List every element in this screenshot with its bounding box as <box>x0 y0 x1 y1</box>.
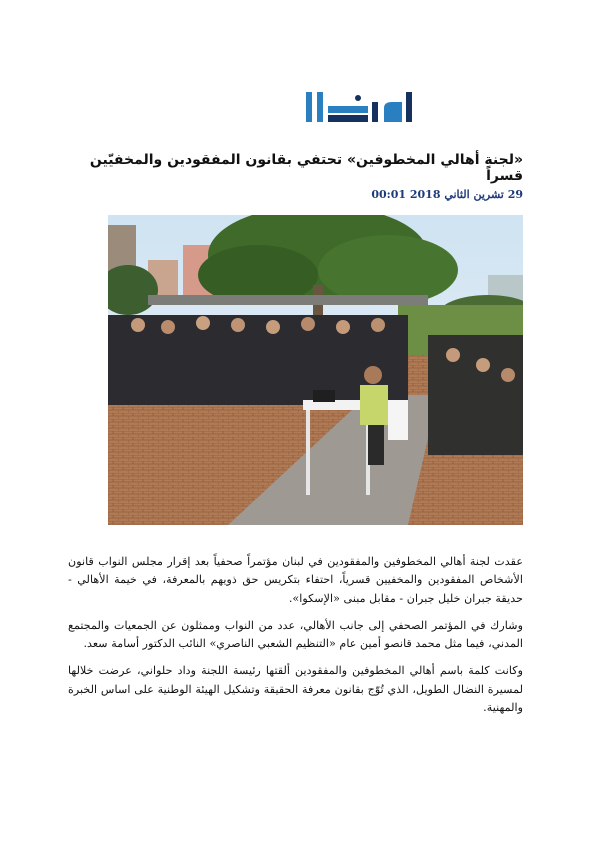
article-paragraph-1: عقدت لجنة أهالي المخطوفين والمفقودين في لبنان مؤتمراً صحفياً بعد إقرار مجلس النواب قانون الأشخاص المفقودين والمخفيين قسرياً، احتفاء بتكريس حق ذويهم بالمعرفة، في خيمة الأهالي - حديقة جبران خليل جبران - مقابل مبنى «الإسكوا». <box>68 555 523 605</box>
al-liwaa-logo <box>300 88 418 130</box>
article-body <box>68 553 523 726</box>
article-photo <box>108 215 523 525</box>
article-paragraph-2: وشارك في المؤتمر الصحفي إلى جانب الأهالي، عدد من النواب وممثلون عن الجمعيات والمجتمع المدني، فيما مثل محمد قانصو أمين عام «التنظيم الشعبي الناصري» النائب الدكتور أسامة سعد. <box>68 618 523 651</box>
article-date: 29 تشرين الثاني 2018 00:01 <box>371 188 523 201</box>
article-paragraph-3: وكانت كلمة باسم أهالي المخطوفين والمفقودين ألقتها رئيسة اللجنة وداد حلواني، عرضت خلالها لمسيرة النضال الطويل، الذي تُوّج بقانون معرفة الحقيقة وتشكيل الهيئة الوطنية على اساس الخبرة والمهنية. <box>68 664 523 715</box>
article-headline: «لجنة أهالي المخطوفين» تحتفي بقانون المفقودين والمخفيّين قسراً <box>89 152 523 184</box>
